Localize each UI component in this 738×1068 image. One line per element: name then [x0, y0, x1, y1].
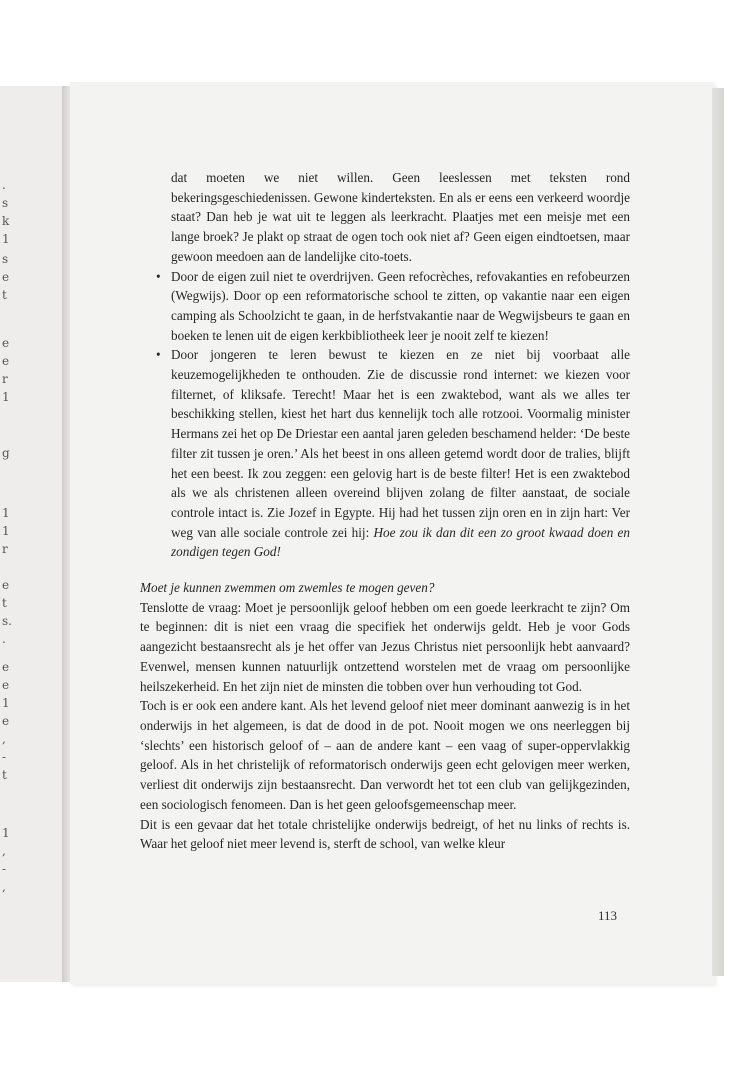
edge-char: s.: [2, 614, 12, 628]
edge-char: g: [2, 446, 10, 460]
edge-char: e: [2, 678, 10, 692]
bullet-item: [140, 345, 630, 562]
edge-char: -: [2, 862, 7, 876]
page-edge: [712, 88, 724, 976]
body-paragraph: Dit is een gevaar dat het totale christelijke onderwijs bedreigt, of het nu links of rechts is. Waar het geloof niet meer levend is, sterft de school, van welke kleur: [140, 816, 630, 852]
edge-char: s: [2, 252, 9, 266]
edge-char: t: [2, 768, 7, 782]
edge-char: ,: [2, 844, 6, 858]
edge-char: -: [2, 750, 7, 764]
edge-char: 1: [2, 696, 10, 710]
page-number: 113: [598, 908, 618, 923]
bullet-marker: •: [156, 268, 161, 284]
continuation-paragraph: dat moeten we niet willen. Geen leeslessen met teksten rond bekeringsgeschiedenissen. Gewone kinderteksten. En als er eens een verkeerd woordje staat? Dan heb je wat uit te leggen als leerkracht. Plaatjes met een meisje met een lange broek? Je plakt op straat de ogen toch ook niet af? Geen eigen eindtoetsen, maar gewoon meedoen aan de landelijke cito-toets.: [171, 170, 630, 264]
edge-char: e: [2, 660, 10, 674]
bullet-marker: •: [156, 347, 161, 363]
edge-char: ,: [2, 732, 6, 746]
edge-char: 1: [2, 506, 10, 520]
edge-char: e: [2, 714, 10, 728]
edge-char: t: [2, 596, 7, 610]
edge-char: e: [2, 270, 10, 284]
edge-char: 1: [2, 524, 10, 538]
edge-char: ,: [2, 880, 6, 894]
edge-char: t: [2, 288, 7, 302]
edge-char: s: [2, 196, 9, 210]
edge-char: e: [2, 336, 10, 350]
edge-char: .: [2, 632, 6, 646]
edge-char: r: [2, 372, 8, 386]
section-subheading: Moet je kunnen zwemmen om zwemles te mogen geven?: [140, 580, 435, 596]
edge-char: k: [2, 214, 10, 228]
edge-char: .: [2, 178, 6, 192]
body-paragraph: Tenslotte de vraag: Moet je persoonlijk geloof hebben om een goede leerkracht te zijn? Om te beginnen: dit is niet een vraag die specifiek het onderwijs geldt. Heb je voor Gods aangezicht bestaansrecht als je het offer van Jezus Christus niet persoonlijk hebt aanvaard? Evenwel, mensen kunnen natuurlijk ontzettend worstelen met de vraag om persoonlijke heilszekerheid. En het zijn niet de minsten die tobben over hun verhouding tot God.: [140, 599, 630, 694]
page-body: [140, 168, 630, 854]
body-paragraph: Toch is er ook een andere kant. Als het levend geloof niet meer dominant aanwezig is in het onderwijs in het algemeen, is dat de dood in de pot. Nooit mogen we ons neerleggen bij ‘slechts’ een historisch geloof of – aan de andere kant – een vaag of super-oppervlakkig geloof. Als in het christelijk of reformatorisch onderwijs geen echt gelovigen meer werken, verliest dit onderwijs zijn bestaansrecht. Dan verwordt het tot een club van gelijkgezinden, een sociologisch fenomeen. Dan is het geen geloofsgemeenschap meer.: [140, 698, 630, 812]
book-gutter: [62, 86, 70, 982]
edge-char: 1: [2, 390, 10, 404]
edge-char: r: [2, 542, 8, 556]
bullet-quote: Hoe zou ik dan dit een zo groot kwaad doen en zondigen tegen God!: [171, 524, 630, 560]
bullet-text: Door de eigen zuil niet te overdrijven. Geen refocrèches, refovakanties en refobeurzen (Wegwijs). Door op een reformatorische school te zitten, op vakantie naar een eigen camping als Schoolzicht te gaan, in de herfstvakantie naar de Wegwijsbeurs te gaan en boeken te lenen uit de eigen kerkbibliotheek leer je nooit zelf te kiezen!: [171, 268, 630, 343]
left-page-edge-text: [0, 86, 10, 982]
edge-char: 1: [2, 826, 10, 840]
bullet-item: [140, 267, 630, 346]
edge-char: e: [2, 354, 10, 368]
edge-char: 1: [2, 232, 10, 246]
bullet-text: Door jongeren te leren bewust te kiezen en ze niet bij voorbaat alle keuzemogelijkheden te onthouden. Zie de discussie rond internet: we kiezen voor filternet, of kliksafe. Terecht! Maar het is een zwaktebod, want als we alles ter beschikking stellen, kiest het hart dus kennelijk toch alle rotzooi. Voormalig minister Hermans zei het op De Driestar een aantal jaren geleden beschamend helder: ‘De beste filter zit tussen je oren.’ Als het beest in ons alleen getemd wordt door de tralies, blijft het een beest. Ik zou zeggen: een gelovig hart is de beste filter! Het is een zwaktebod als we als christenen alleen overeind blijven zolang de filter aanstaat, de sociale controle intact is. Zie Jozef in Egypte. Hij had het tussen zijn oren en in zijn hart: Ver weg van alle sociale controle zei hij:: [171, 347, 630, 540]
edge-char: e: [2, 578, 10, 592]
